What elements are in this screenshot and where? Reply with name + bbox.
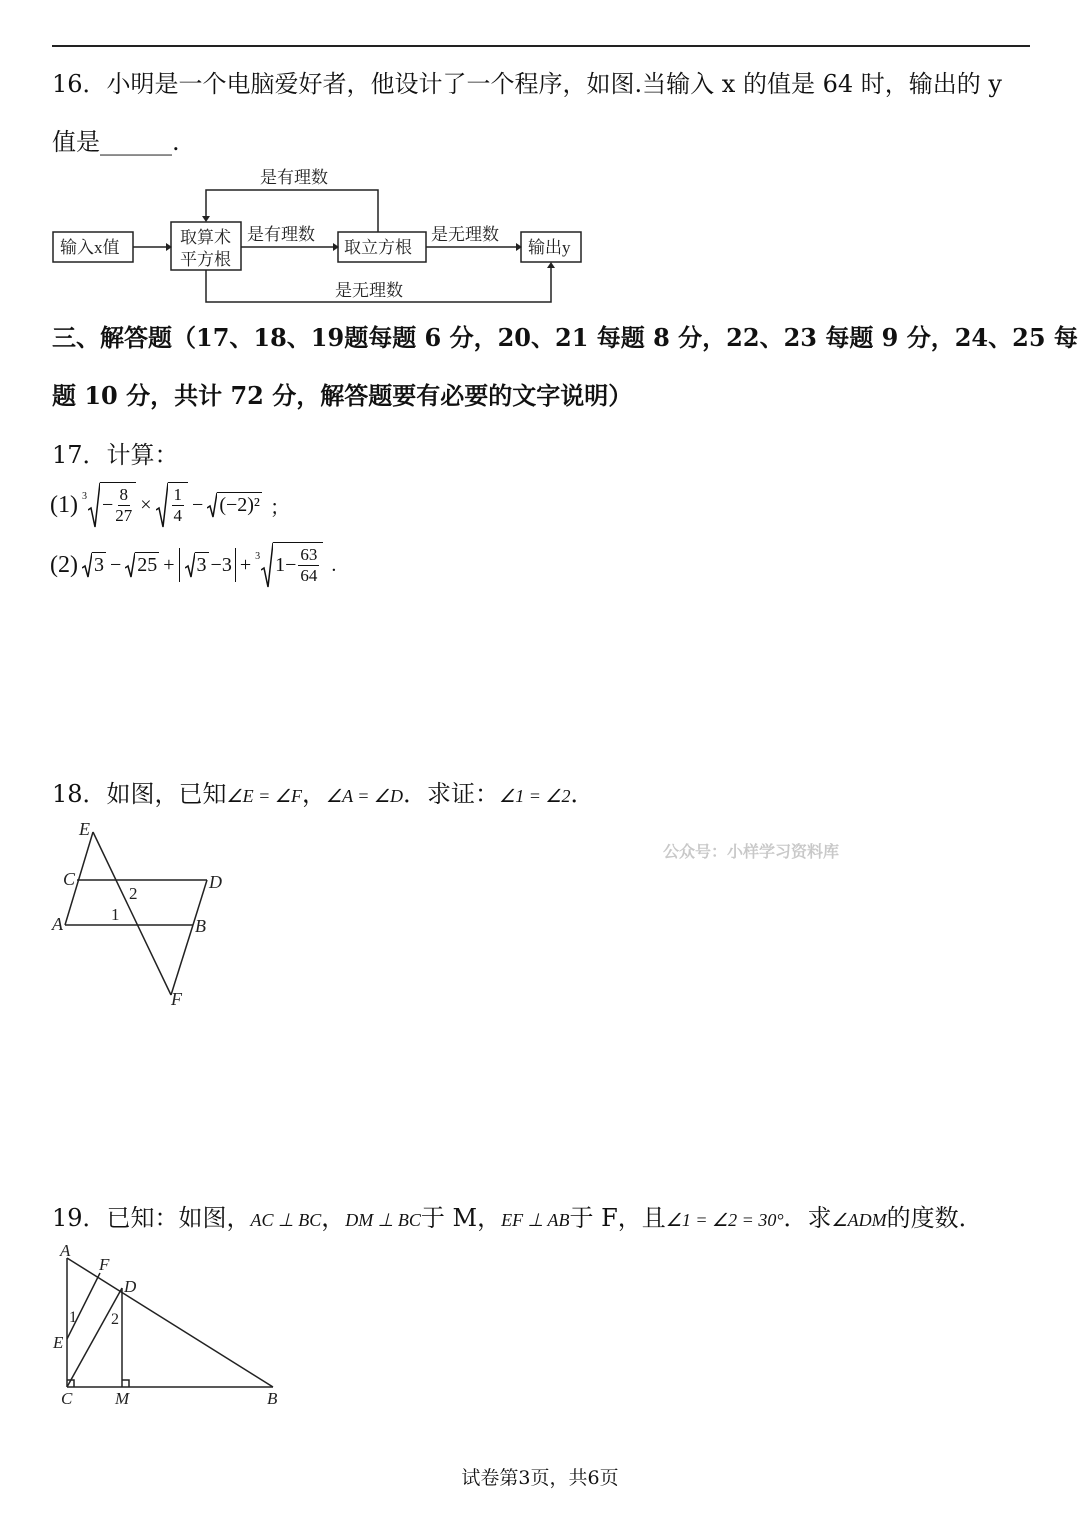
radical-index: 3 <box>255 551 261 562</box>
q17-formula-2 <box>50 538 336 592</box>
formula-label: (2) <box>50 551 78 578</box>
plus-sign: + <box>163 553 175 576</box>
plus-sign: + <box>239 553 252 576</box>
label-d: D <box>209 872 222 892</box>
q17-title: 17．计算： <box>52 441 179 469</box>
watermark: 公众号：小样学习资料库 <box>663 842 840 861</box>
times-sign: × <box>140 493 152 516</box>
radicand: 25 <box>137 554 158 576</box>
q19-suffix: 的度数． <box>886 1204 983 1232</box>
denominator: 4 <box>173 506 183 525</box>
minus-sign: − <box>101 494 114 516</box>
label-c: C <box>63 869 76 889</box>
label-b: B <box>267 1389 278 1408</box>
radical-sign-icon <box>207 492 217 518</box>
absolute-value <box>179 548 236 582</box>
q19-figure <box>45 1240 295 1415</box>
flow-rational-top: 是有理数 <box>260 168 328 187</box>
radical-sign-icon <box>88 482 100 528</box>
radicand: (−2)² <box>219 494 260 516</box>
q19-condition-4: ∠1 = ∠2 = 30° <box>665 1210 784 1230</box>
label-e: E <box>79 819 90 839</box>
flow-irrational-mid: 是无理数 <box>431 225 499 244</box>
separator: ．求 <box>783 1204 832 1232</box>
flow-rational-mid: 是有理数 <box>247 225 315 244</box>
q16-text-line1: 16．小明是一个电脑爱好者，他设计了一个程序，如图.当输入 x 的值是 64 时，输出的 y <box>52 70 1002 98</box>
separator: ， <box>321 1204 346 1232</box>
radical-sign-icon <box>156 482 168 528</box>
q19-target-angle: ∠ADM <box>831 1210 887 1230</box>
radical-sign-icon <box>125 552 135 578</box>
label-c: C <box>61 1389 73 1408</box>
label-a: A <box>52 914 63 934</box>
section3-heading-line2: 题 10 分，共计 72 分，解答题要有必要的文字说明） <box>52 381 633 410</box>
denominator: 64 <box>300 566 318 585</box>
numerator: 1 <box>173 485 183 504</box>
flow-output-label: 输出y <box>528 238 571 257</box>
top-rule <box>52 45 1030 47</box>
label-f: F <box>99 1255 110 1274</box>
separator: 于 M， <box>420 1204 502 1232</box>
angle-1-label: 1 <box>111 905 120 924</box>
radicand: 3 <box>93 554 104 576</box>
label-b: B <box>195 916 206 936</box>
abs-tail: −3 <box>210 553 232 576</box>
flow-sqrt-label-1: 取算术 <box>180 228 231 247</box>
semicolon: ； <box>269 496 290 519</box>
q16-text-line2: 值是______. <box>52 128 180 156</box>
q18-prefix: 18．如图，已知 <box>52 780 227 808</box>
radicand: 3 <box>196 554 207 576</box>
angle-2-label: 2 <box>111 1311 119 1328</box>
one: 1 <box>275 554 286 576</box>
radical-sign-icon <box>82 552 92 578</box>
label-a: A <box>60 1241 71 1260</box>
q18-text <box>52 774 594 809</box>
q19-prefix: 19．已知：如图， <box>52 1204 251 1232</box>
section3-heading-line1: 三、解答题（17、18、19题每题 6 分，20、21 每题 8 分，22、23 每题 9 分，24、25 每 <box>52 323 1078 352</box>
label-f: F <box>171 989 182 1009</box>
angle-1-label: 1 <box>69 1309 77 1326</box>
period: ． <box>570 780 595 808</box>
label-e: E <box>53 1333 64 1352</box>
q19-text <box>52 1198 983 1233</box>
page-footer: 试卷第3页，共6页 <box>461 1467 619 1489</box>
q18-goal: ∠1 = ∠2 <box>499 786 571 806</box>
flow-cbrt-label: 取立方根 <box>344 238 412 257</box>
minus-sign: − <box>109 553 122 576</box>
radical-sign-icon <box>261 542 273 588</box>
flowchart <box>48 160 593 310</box>
formula-label: (1) <box>50 491 78 518</box>
q17-formula-1 <box>50 478 290 532</box>
radical-index: 3 <box>81 491 87 502</box>
q18-condition-1: ∠E = ∠F <box>226 786 302 806</box>
flow-irrational-bottom: 是无理数 <box>335 281 403 300</box>
q19-condition-1: AC ⊥ BC <box>250 1210 322 1230</box>
radical-sign-icon <box>185 552 195 578</box>
period: . <box>331 553 337 576</box>
minus-sign: − <box>285 554 297 576</box>
separator: ， <box>301 780 326 808</box>
denominator: 27 <box>115 506 133 525</box>
q19-condition-2: DM ⊥ BC <box>345 1210 421 1230</box>
label-m: M <box>115 1389 130 1408</box>
q18-mid: ．求证： <box>403 780 500 808</box>
label-d: D <box>124 1277 137 1296</box>
q18-condition-2: ∠A = ∠D <box>325 786 404 806</box>
flow-input-label: 输入x值 <box>60 238 120 257</box>
q18-figure <box>45 815 245 1015</box>
numerator: 8 <box>119 485 129 504</box>
flow-sqrt-label-2: 平方根 <box>180 250 231 269</box>
separator: 于 F，且 <box>569 1204 666 1232</box>
angle-2-label: 2 <box>129 884 138 903</box>
q19-condition-3: EF ⊥ AB <box>501 1210 570 1230</box>
minus-sign: − <box>192 493 204 516</box>
numerator: 63 <box>300 545 318 564</box>
